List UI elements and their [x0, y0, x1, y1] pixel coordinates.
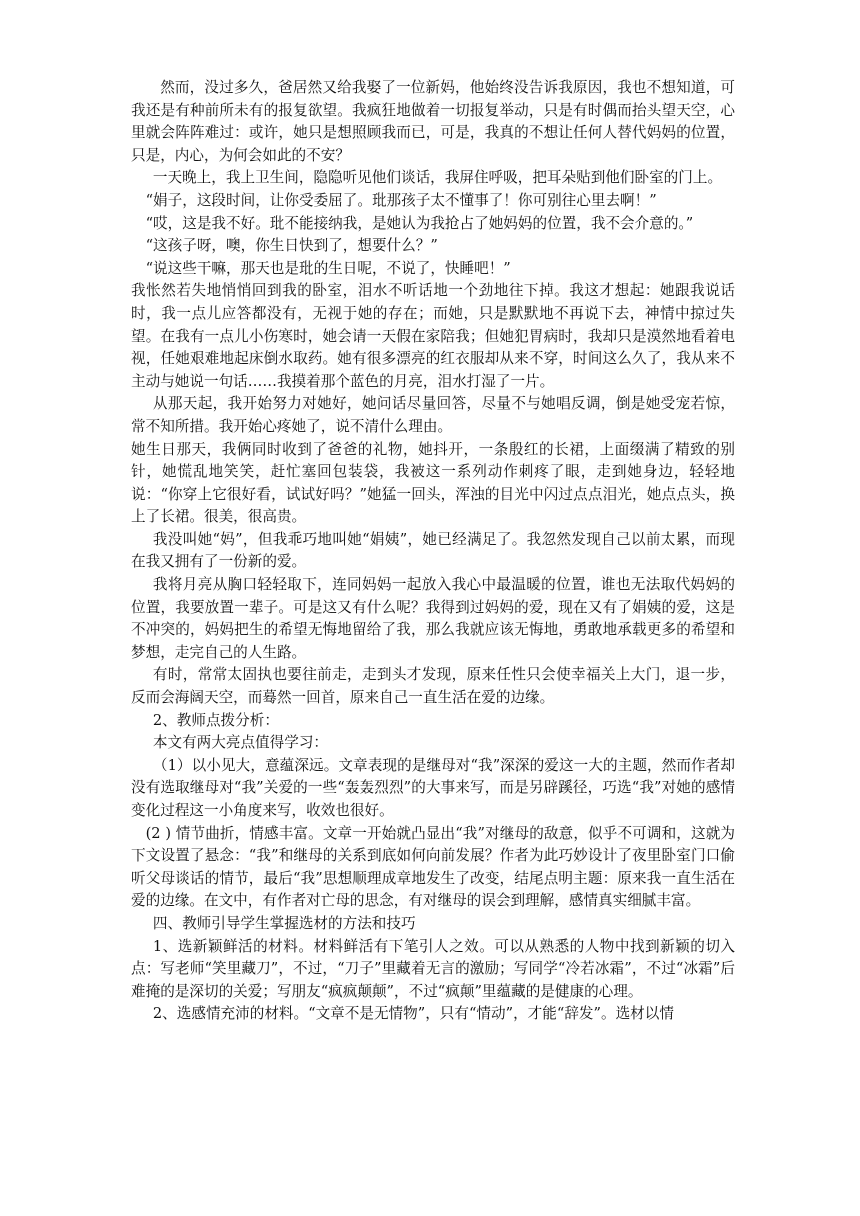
paragraph: 她生日那天，我俩同时收到了爸爸的礼物，她抖开，一条殷红的长裙，上面缀满了精致的别针，她慌乱地笑笑，赶忙塞回包装袋，我被这一系列动作刺疼了眼，走到她身边，轻轻地说：“你穿上它很好看，试试好吗？”她猛一回头，浑浊的目光中闪过点点泪光，她点点头，换上了长裙。很美，很高贵。: [131, 440, 735, 526]
dialogue-line: “娟子，这段时间，让你受委屈了。玭那孩子太不懂事了！你可别往心里去啊！”: [145, 191, 657, 209]
dialogue-line: “说这些干嘛，那天也是玭的生日呢，不说了，快睡吧！”: [145, 259, 511, 277]
paragraph: 本文有两大亮点值得学习：: [152, 734, 329, 752]
paragraph: 从那天起，我开始努力对她好，她问话尽量回答，尽量不与她唱反调，倒是她受宠若惊，常不知所措。我开始心疼她了，说不清什么理由。: [131, 395, 735, 435]
paragraph: 我将月亮从胸口轻轻取下，连同妈妈一起放入我心中最温暖的位置，谁也无法取代妈妈的位置，我要放置一辈子。可是这又有什么呢？我得到过妈妈的爱，现在又有了娟姨的爱，这是不冲突的，妈妈把生的希望无悔地留给了我，那么我就应该无悔地，勇敢地承载更多的希望和梦想，走完自己的人生路。: [131, 576, 735, 661]
paragraph: 1、选新颖鲜活的材料。材料鲜活有下笔引人之效。可以从熟悉的人物中找到新颖的切入点：写老师“笑里藏刀”，不过，“刀子”里藏着无言的激励；写同学“冷若冰霜”，不过“冰霜”后难掩的是深切的关爱；写朋友“疯疯颠颠”，不过“疯颠”里蕴藏的是健康的心理。: [131, 937, 735, 1000]
paragraph: 一天晚上，我上卫生间，隐隐听见他们谈话，我屏住呼吸，把耳朵贴到他们卧室的门上。: [152, 169, 723, 187]
analysis-point: (2 ) 情节曲折，情感丰富。文章一开始就凸显出“我”对继母的敌意，似乎不可调和，这就为下文设置了悬念：“我”和继母的关系到底如何向前发展？作者为此巧妙设计了夜里卧室门口偷听父母谈话的情节，最后“我”思想顺理成章地发生了改变，结尾点明主题：原来我一直生活在爱的边缘。在文中，有作者对亡母的思念，有对继母的误会到理解，感情真实细腻丰富。: [131, 824, 735, 910]
paragraph: 我没叫她“妈”，但我乖巧地叫她“娟姨”，她已经满足了。我忽然发现自己以前太累，而现在我又拥有了一份新的爱。: [131, 530, 735, 571]
section-heading: 四、教师引导学生掌握选材的方法和技巧: [152, 914, 416, 932]
dialogue-line: “这孩子呀，噢，你生日快到了，想要什么？”: [145, 237, 438, 255]
dialogue-line: “哎，这是我不好。玭不能接纳我，是她认为我抢占了她妈妈的位置，我不会介意的。”: [145, 214, 694, 232]
paragraph: 然而，没过多久，爸居然又给我娶了一位新妈，他始终没告诉我原因，我也不想知道，可我还是有种前所未有的报复欲望。我疯狂地做着一切报复举动，只是有时偶而抬头望天空，心里就会阵阵难过：或许，她只是想照顾我而已，可是，我真的不想让任何人替代妈妈的位置，只是，内心，为何会如此的不安？: [131, 79, 735, 164]
paragraph: 有时，常常太固执也要往前走，走到头才发现，原来任性只会使幸福关上大门，退一步，反而会海阔天空，而蓦然一回首，原来自己一直生活在爱的边缘。: [131, 666, 735, 707]
paragraph: 我怅然若失地悄悄回到我的卧室，泪水不听话地一个劲地往下掉。我这才想起：她跟我说话时，我一点儿应答都没有，无视于她的存在；而她，只是默默地不再说下去，神情中掠过失望。在我有一点儿小伤寒时，她会请一天假在家陪我；但她犯胃病时，我却只是漠然地看着电视，任她艰难地起床倒水取药。她有很多漂亮的红衣服却从来不穿，时间这么久了，我从来不主动与她说一句话……我摸着那个蓝色的月亮，泪水打湿了一片。: [131, 282, 735, 390]
section-heading: 2、教师点拨分析：: [152, 711, 279, 729]
paragraph: 2、选感情充沛的材料。“文章不是无情物”，只有“情动”，才能“辞发”。选材以情: [152, 1005, 674, 1023]
analysis-point: （1）以小见大，意蕴深远。文章表现的是继母对“我”深深的爱这一大的主题，然而作者却没有选取继母对“我”关爱的一些“轰轰烈烈”的大事来写，而是另辟蹊径，巧选“我”对她的感情变化过程这一小角度来写，收效也很好。: [131, 756, 735, 819]
document-body: [131, 77, 735, 1026]
